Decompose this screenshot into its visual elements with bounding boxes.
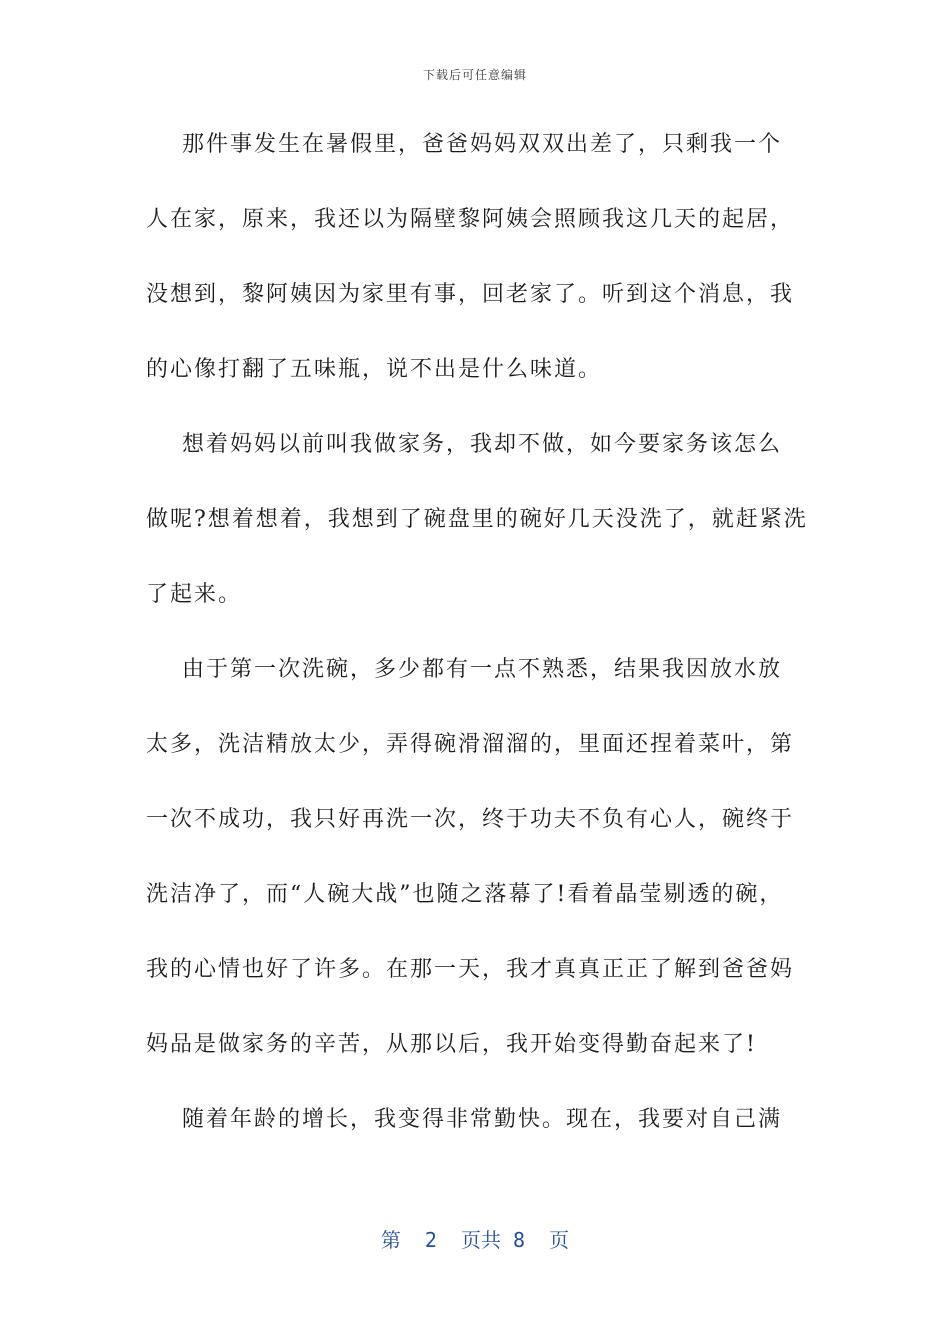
text-line: 由于第一次洗碗，多少都有一点不熟悉，结果我因放水放	[146, 657, 782, 682]
text-line: 了起来。	[146, 582, 243, 607]
text-line: 太多，洗洁精放太少，弄得碗滑溜溜的，里面还捏着菜叶，第	[146, 732, 795, 757]
text-line: 的心像打翻了五味瓶，说不出是什么味道。	[146, 357, 603, 382]
text-line: 洗洁净了，而“人碗大战”也随之落幕了!看着晶莹剔透的碗，	[146, 882, 784, 907]
text-line: 没想到，黎阿姨因为家里有事，回老家了。听到这个消息，我	[146, 282, 795, 307]
body-text	[146, 120, 806, 1170]
text-line: 随着年龄的增长，我变得非常勤快。现在，我要对自己满	[146, 1107, 782, 1132]
text-line: 我的心情也好了许多。在那一天，我才真真正正了解到爸爸妈	[146, 957, 795, 982]
text-line: 想着妈妈以前叫我做家务，我却不做，如今要家务该怎么	[146, 432, 782, 457]
text-line: 一次不成功，我只好再洗一次，终于功夫不负有心人，碗终于	[146, 807, 795, 832]
text-line: 做呢?想着想着，我想到了碗盘里的碗好几天没洗了，就赶紧洗	[146, 507, 808, 532]
text-line: 妈品是做家务的辛苦，从那以后，我开始变得勤奋起来了!	[146, 1032, 757, 1057]
page-number-footer: 第 2 页共 8 页	[380, 1228, 570, 1252]
page-header: 下载后可任意编辑	[422, 68, 527, 82]
text-line: 那件事发生在暑假里，爸爸妈妈双双出差了，只剩我一个	[146, 132, 782, 157]
text-line: 人在家，原来，我还以为隔壁黎阿姨会照顾我这几天的起居，	[146, 207, 795, 232]
